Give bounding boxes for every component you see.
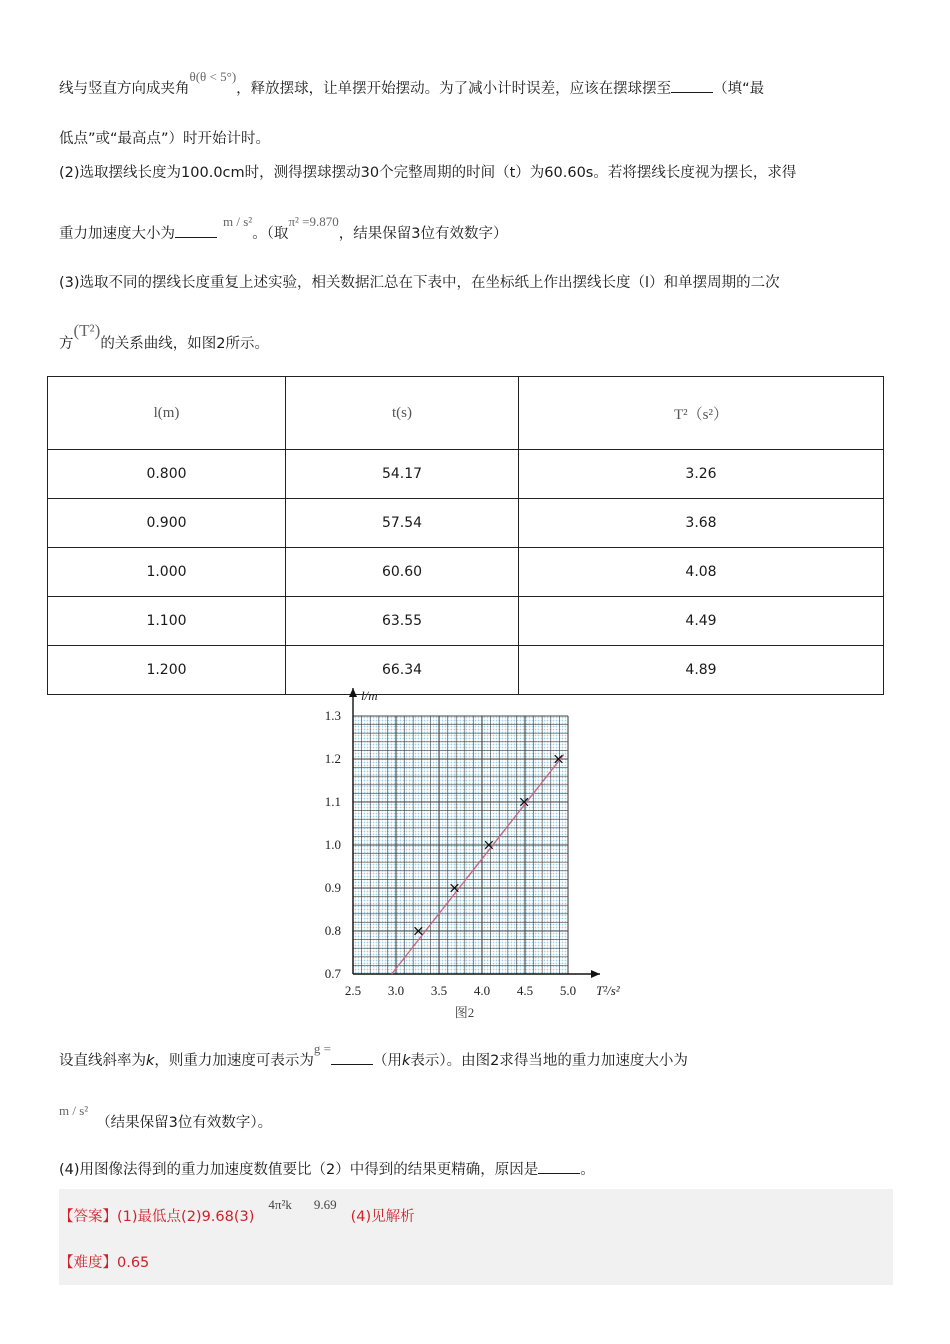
- q1-line2: 低点”或“最高点”）时开始计时。: [59, 131, 271, 147]
- table-header-row: [48, 377, 884, 450]
- answer-blank-3[interactable]: [331, 1050, 373, 1065]
- difficulty-value: 0.65: [117, 1255, 150, 1271]
- q3-line2: [59, 321, 270, 353]
- t-squared: (T²): [73, 321, 101, 340]
- x-tick-label: 5.0: [559, 983, 577, 998]
- answer-label: 【答案】: [59, 1209, 117, 1225]
- answer-math-2: 9.69: [313, 1197, 337, 1212]
- answer-line: [59, 1197, 415, 1226]
- header-length: l(m): [48, 377, 286, 450]
- cell: 1.000: [48, 548, 286, 597]
- table-row: [48, 499, 884, 548]
- y-tick-label: 1.1: [324, 794, 341, 809]
- y-axis-arrow-icon: [349, 688, 357, 697]
- q1-text-a: 线与竖直方向成夹角: [59, 81, 190, 97]
- slope-k: k: [146, 1053, 155, 1069]
- x-tick-label: 4.5: [516, 983, 534, 998]
- answer-blank-1[interactable]: [671, 78, 713, 93]
- q4-line: [59, 1158, 595, 1179]
- table-row: [48, 597, 884, 646]
- answer-part2: (4)见解析: [350, 1209, 415, 1225]
- unit-ms2-2: m / s²: [59, 1103, 89, 1118]
- cell: 1.200: [48, 646, 286, 695]
- y-tick-label: 0.9: [324, 880, 341, 895]
- x-tick-label: 2.5: [344, 983, 362, 998]
- q2-line1: (2)选取摆线长度为100.0cm时，测得摆球摆动30个完整周期的时间（t）为60.60s。若将摆线长度视为摆长，求得: [59, 165, 797, 181]
- difficulty-line: [59, 1251, 149, 1272]
- y-tick-label: 0.7: [324, 966, 341, 981]
- answer-blank-2[interactable]: [175, 223, 217, 238]
- q1-line1: [59, 69, 765, 98]
- chart-grid: [353, 716, 568, 974]
- q3b-text-a: 设直线斜率为: [59, 1053, 146, 1069]
- data-table: [47, 376, 884, 695]
- q3b-line1: [59, 1041, 688, 1070]
- figure-2-chart: [300, 686, 650, 1026]
- q1-text-c: （填“最: [713, 81, 765, 97]
- q3b-text-b: ，则重力加速度可表示为: [154, 1053, 314, 1069]
- cell: 1.100: [48, 597, 286, 646]
- q3b-text-d: 表示）。由图2求得当地的重力加速度大小为: [410, 1053, 688, 1069]
- slope-k-2: k: [402, 1053, 411, 1069]
- q2-text-a: 重力加速度大小为: [59, 226, 175, 242]
- y-tick-label: 1.2: [324, 751, 341, 766]
- x-tick-label: 3.0: [387, 983, 405, 998]
- cell: 0.800: [48, 450, 286, 499]
- g-equals: g =: [313, 1041, 331, 1056]
- cell: 0.900: [48, 499, 286, 548]
- x-axis-arrow-icon: [591, 970, 600, 978]
- y-tick-label: 0.8: [324, 923, 341, 938]
- cell: 54.17: [286, 450, 519, 499]
- table-row: [48, 450, 884, 499]
- header-period-squared: T²（s²）: [519, 377, 884, 450]
- y-tick-label: 1.3: [324, 708, 341, 723]
- cell: 4.08: [519, 548, 884, 597]
- answer-math-1: 4π²k: [268, 1197, 292, 1212]
- answer-blank-4[interactable]: [538, 1159, 580, 1174]
- x-tick-label: 4.0: [473, 983, 491, 998]
- y-tick-label: 1.0: [324, 837, 341, 852]
- q2-text-c: ，结果保留3位有效数字）: [338, 226, 508, 242]
- unit-ms2: m / s²: [223, 214, 253, 229]
- q3b-line2: [59, 1103, 273, 1132]
- q4-end: 。: [580, 1162, 595, 1178]
- q3-text-a: 方: [59, 336, 74, 352]
- y-axis-label: l/m: [361, 688, 378, 703]
- cell: 66.34: [286, 646, 519, 695]
- cell: 57.54: [286, 499, 519, 548]
- q3b-text-c: （用: [373, 1053, 402, 1069]
- pi-squared: π² =9.870: [288, 214, 339, 229]
- q3-text-b: 的关系曲线，如图2所示。: [100, 336, 270, 352]
- cell: 4.89: [519, 646, 884, 695]
- q2-line2: [59, 214, 508, 243]
- q3b-text-e: （结果保留3位有效数字）。: [96, 1115, 273, 1131]
- cell: 60.60: [286, 548, 519, 597]
- x-tick-label: 3.5: [430, 983, 448, 998]
- header-time: t(s): [286, 377, 519, 450]
- chart-title: 图2: [454, 1005, 475, 1020]
- x-axis-label: T²/s²: [596, 983, 620, 998]
- table-row: [48, 548, 884, 597]
- cell: 3.68: [519, 499, 884, 548]
- q4-text: (4)用图像法得到的重力加速度数值要比（2）中得到的结果更精确，原因是: [59, 1162, 539, 1178]
- difficulty-label: 【难度】: [59, 1255, 117, 1271]
- answer-part1: (1)最低点(2)9.68(3): [117, 1209, 255, 1225]
- q3-line1: (3)选取不同的摆线长度重复上述实验，相关数据汇总在下表中，在坐标纸上作出摆线长度（l）和单摆周期的二次: [59, 275, 780, 291]
- angle-math: θ(θ < 5°): [189, 69, 237, 84]
- cell: 3.26: [519, 450, 884, 499]
- cell: 4.49: [519, 597, 884, 646]
- answer-box: [59, 1189, 893, 1285]
- q2-text-b: 。（取: [252, 226, 289, 242]
- q1-text-b: ，释放摆球，让单摆开始摆动。为了减小计时误差，应该在摆球摆至: [236, 81, 672, 97]
- cell: 63.55: [286, 597, 519, 646]
